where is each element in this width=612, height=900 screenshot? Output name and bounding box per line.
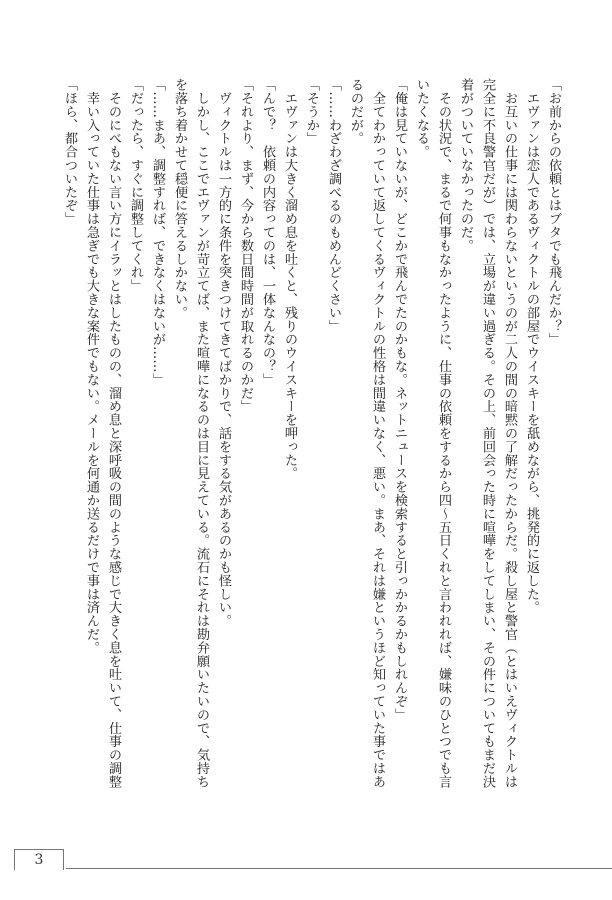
text-line: ヴィクトルは一方的に条件を突きつけてきてばかりで、話をする気があるのかも怪しい。 <box>216 78 231 628</box>
text-line: 幸い入っていた仕事は急ぎでも大きな案件でもない。メールを何通か送るだけで事は済んだ。 <box>84 78 99 655</box>
page-number: 3 <box>34 852 44 868</box>
text-line: 「……わざわざ調べるのもめんどくさい」 <box>326 78 341 333</box>
text-line: 「……まあ、調整すれば、できなくはないが……」 <box>150 78 165 387</box>
text-line: エヴァンは大きく溜め息を吐くと、残りのウイスキーを呷った。 <box>282 78 297 480</box>
text-line: 「それより、まず、今から数日間時間が取れるのかだ」 <box>238 78 253 413</box>
text-line: 「俺は見ていないが、どこかで飛んでたのかもな。ネットニュースを検索すると引っかかるかもしれんぞ」 <box>392 78 407 722</box>
text-line: その状況で、まるで何事もなかったように、仕事の依頼をするから四～五日くれと言われれば、嫌味のひとつでも言 <box>436 78 451 789</box>
text-line: そのにべもない言い方にイラッとはしたものの、溜め息と深呼吸の間のような感じで大きく息を吐いて、仕事の調整 <box>106 78 121 789</box>
text-line: を落ち着かせて穏便に答えるしかない。 <box>172 78 187 320</box>
text-line: 「ほら、都合ついたぞ」 <box>62 78 77 226</box>
text-line: お互いの仕事には関わらないというのが二人の間の暗黙の了解だったからだ。殺し屋と警官（とはいえヴィクトルは <box>502 78 517 789</box>
text-line: 完全に不良警官だが）では、立場が違い過ぎる。その上、前回会った時に喧嘩をしてしまい、その件についてもまだ決 <box>480 78 495 789</box>
text-line: 着がついていなかったのだ。 <box>458 78 473 253</box>
text-line: 全てわかっていて返してくるヴィクトルの性格は間違いなく、悪い。まあ、それは嫌というほど知っていた事ではあ <box>370 78 385 789</box>
text-line: るのだが。 <box>348 78 363 145</box>
text-line: しかし、ここでエヴァンが苛立てば、また喧嘩になるのは目に見えている。流石にそれは勘弁願いたいので、気持ち <box>194 78 209 789</box>
text-line: 「だったら、すぐに調整してくれ」 <box>128 78 143 293</box>
text-line: 「お前からの依頼とはブタでも飛んだか？」 <box>546 78 561 346</box>
text-line: いたくなる。 <box>414 78 429 159</box>
footer-rule <box>66 868 612 869</box>
text-line: 「そうか」 <box>304 78 319 145</box>
text-line: 「んで？ 依頼の内容ってのは、一体なんなの？」 <box>260 78 275 387</box>
body-text <box>36 78 564 840</box>
text-line: エヴァンは恋人であるヴィクトルの部屋でウイスキーを舐めながら、挑発的に返した。 <box>524 78 539 614</box>
